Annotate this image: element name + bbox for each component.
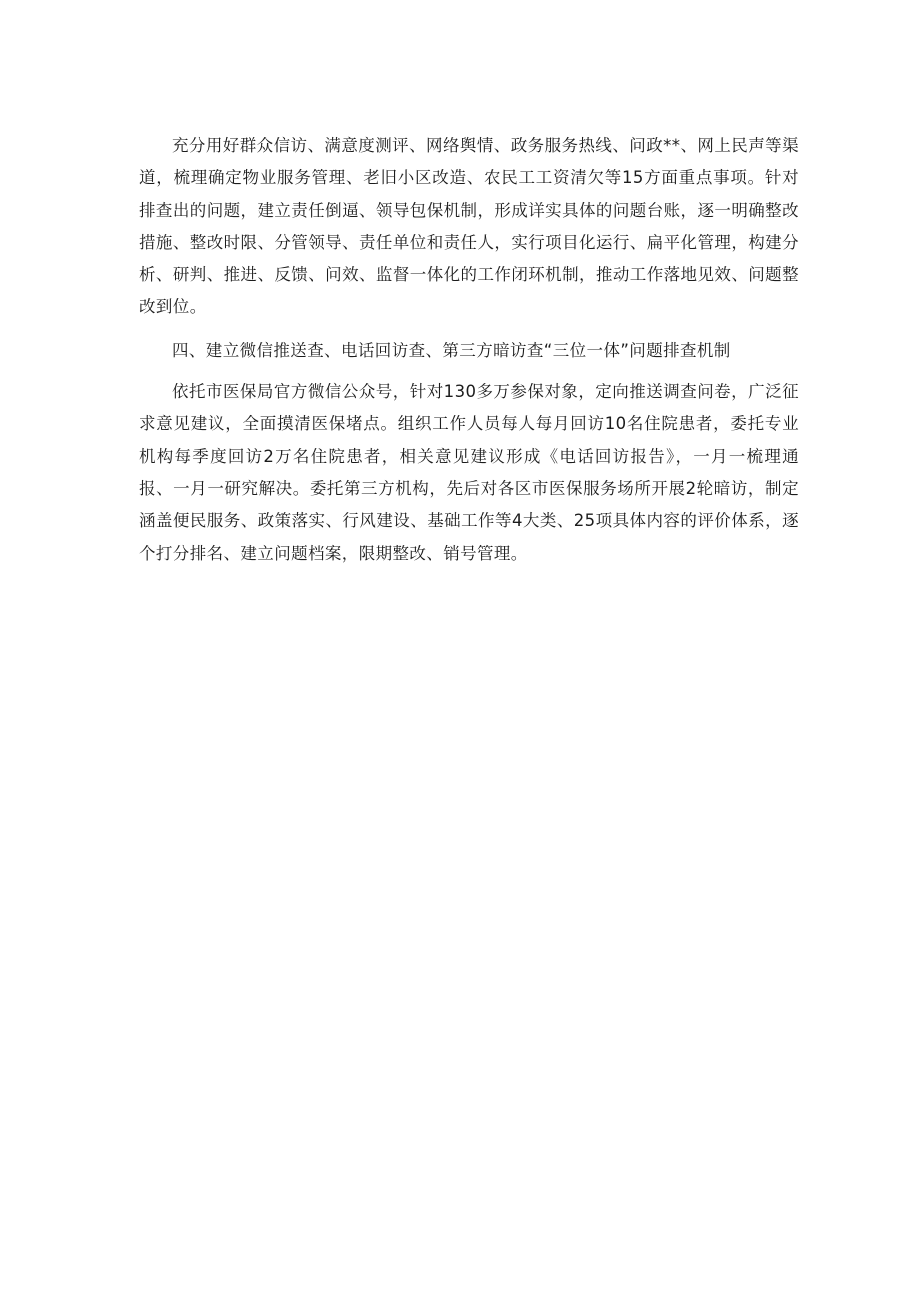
paragraph-three-in-one-mechanism: 依托市医保局官方微信公众号，针对130多万参保对象，定向推送调查问卷，广泛征求意见建议，全面摸清医保堵点。组织工作人员每人每月回访10名住院患者，委托专业机构每季度回访2万名住院患者，相关意见建议形成《电话回访报告》，一月一梳理通报、一月一研究解决。委托第三方机构，先后对各区市医保服务场所开展2轮暗访，制定涵盖便民服务、政策落实、行风建设、基础工作等4大类、25项具体内容的评价体系，逐个打分排名、建立问题档案，限期整改、销号管理。 [139, 382, 799, 563]
section-heading-four: 四、建立微信推送查、电话回访查、第三方暗访查“三位一体”问题排查机制 [172, 340, 731, 360]
document-body [139, 130, 799, 570]
paragraph-problem-collection: 充分用好群众信访、满意度测评、网络舆情、政务服务热线、问政**、网上民声等渠道，梳理确定物业服务管理、老旧小区改造、农民工工资清欠等15方面重点事项。针对排查出的问题，建立责任倒逼、领导包保机制，形成详实具体的问题台账，逐一明确整改措施、整改时限、分管领导、责任单位和责任人，实行项目化运行、扁平化管理，构建分析、研判、推进、反馈、问效、监督一体化的工作闭环机制，推动工作落地见效、问题整改到位。 [139, 136, 799, 317]
